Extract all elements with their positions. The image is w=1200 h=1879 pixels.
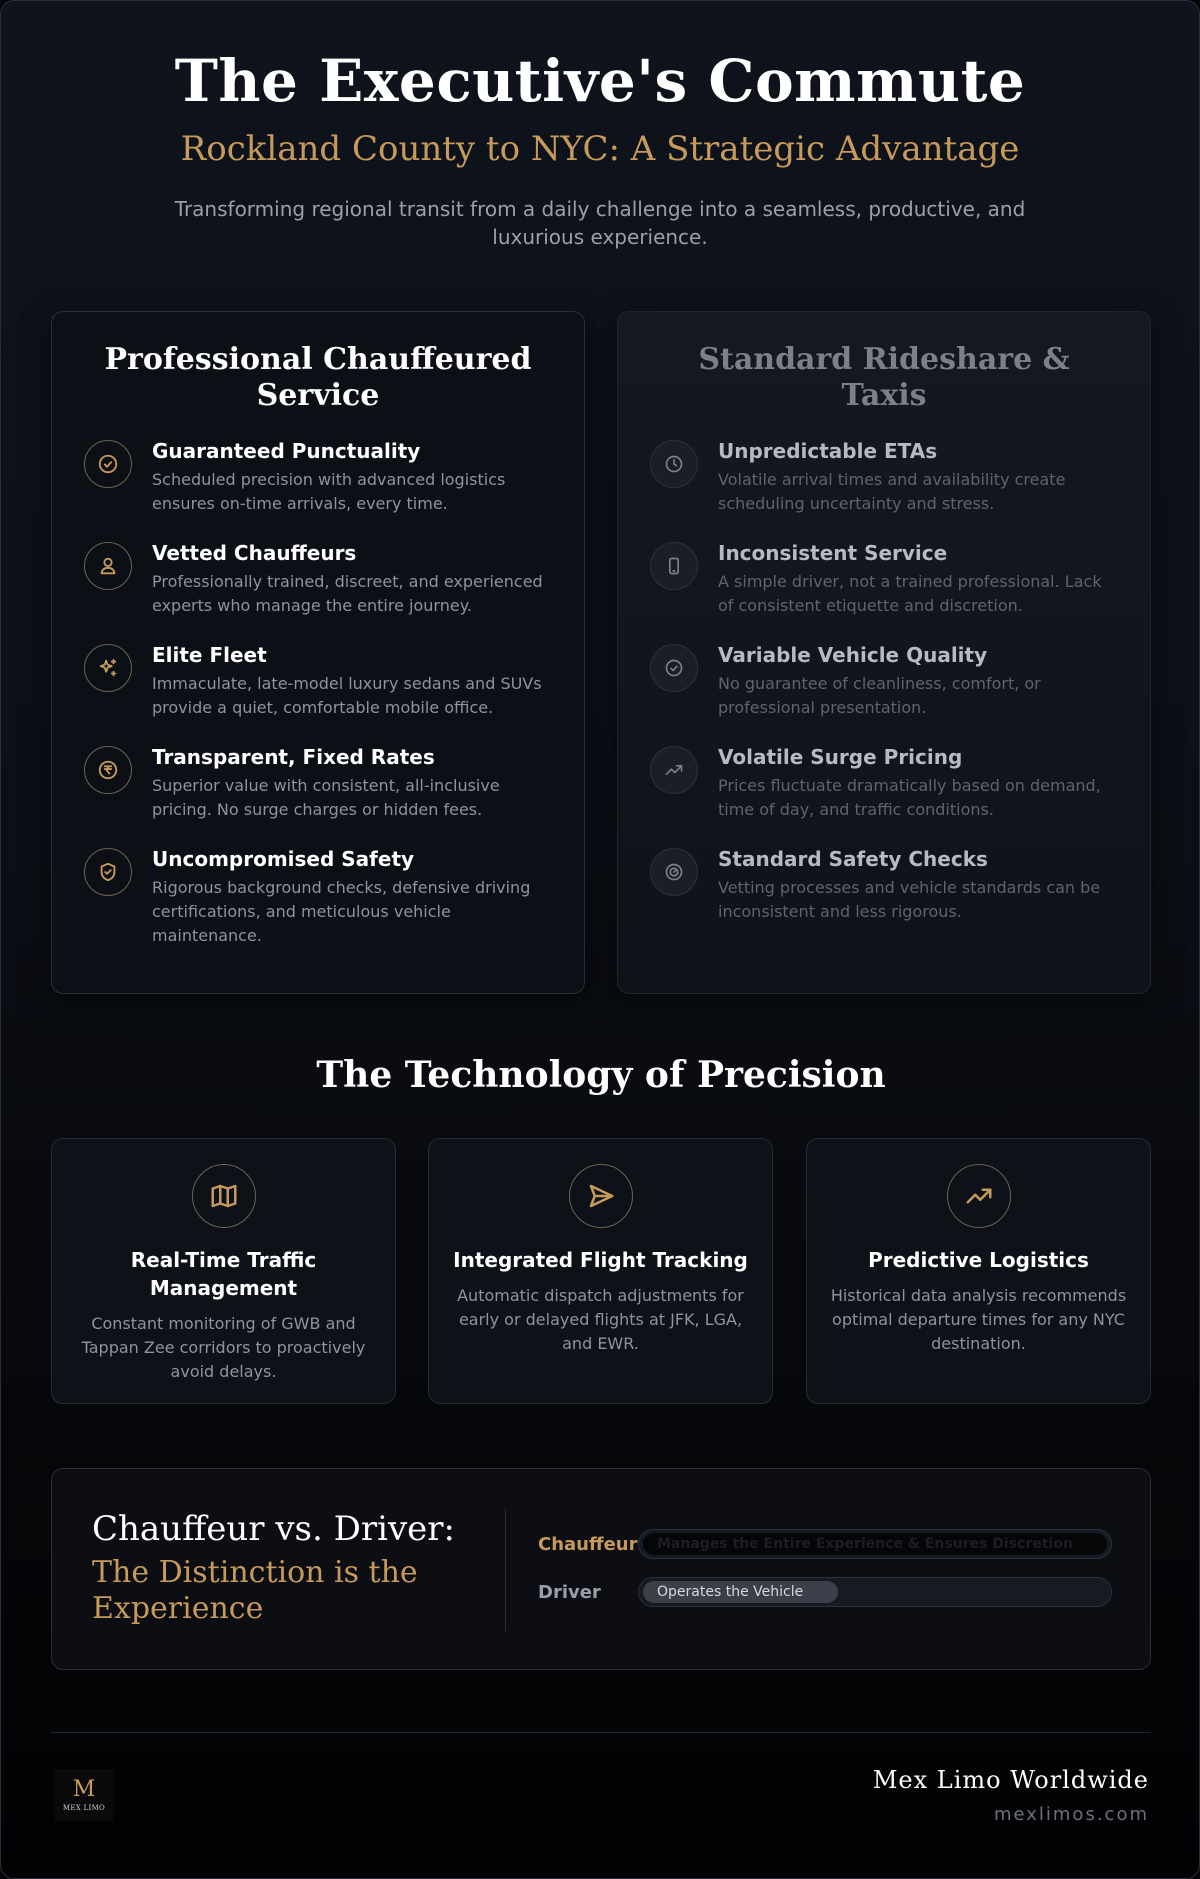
list-item [84, 642, 584, 720]
shield-check-icon [84, 848, 132, 896]
rideshare-card [617, 311, 1151, 994]
tech-card-flight [428, 1138, 773, 1404]
item-description: Volatile arrival times and availability create scheduling uncertainty and stress. [718, 470, 1066, 513]
item-description: Rigorous background checks, defensive driving certifications, and meticulous vehicle maintenance. [152, 878, 531, 945]
target-icon [650, 848, 698, 896]
distinction-subtitle: The Distinction is the Experience [92, 1555, 418, 1626]
item-title: Vetted Chauffeurs [152, 541, 357, 565]
user-icon [84, 542, 132, 590]
footer-divider [51, 1732, 1151, 1733]
logo-text: MEX LIMO [62, 1803, 106, 1812]
distinction-section [51, 1468, 1151, 1670]
chauffeur-bar-row [538, 1529, 1112, 1559]
list-item [650, 642, 1150, 720]
tech-card-logistics [806, 1138, 1151, 1404]
list-item [84, 540, 584, 618]
technology-section-title: The Technology of Precision [316, 1054, 886, 1096]
brand-url[interactable]: mexlimos.com [993, 1804, 1149, 1825]
item-title: Guaranteed Punctuality [152, 439, 421, 463]
tech-card-description: Historical data analysis recommends optimal departure times for any NYC destination. [830, 1286, 1127, 1353]
item-description: Scheduled precision with advanced logistics ensures on-time arrivals, every time. [152, 470, 506, 513]
hero-header [1, 1, 1199, 251]
item-description: Vetting processes and vehicle standards can be inconsistent and less rigorous. [718, 878, 1101, 921]
item-title: Transparent, Fixed Rates [152, 745, 435, 769]
map-icon [192, 1164, 256, 1228]
bar-fill [643, 1581, 838, 1603]
chauffeured-card-title: Professional Chauffeured Service [104, 342, 532, 413]
list-item [650, 438, 1150, 516]
technology-section [51, 1138, 1151, 1404]
item-title: Variable Vehicle Quality [718, 643, 988, 667]
page-title: The Executive's Commute [174, 47, 1026, 115]
list-item [84, 438, 584, 516]
driver-bar-row [538, 1577, 1112, 1607]
comparison-section [51, 311, 1151, 994]
footer-brand [873, 1764, 1149, 1828]
tech-card-traffic [51, 1138, 396, 1404]
smartphone-icon [650, 542, 698, 590]
item-description: Prices fluctuate dramatically based on demand, time of day, and traffic conditions. [718, 776, 1101, 819]
tech-card-title: Real-Time Traffic Management [130, 1248, 317, 1300]
divider [505, 1509, 506, 1631]
list-item [650, 846, 1150, 924]
item-title: Volatile Surge Pricing [718, 745, 963, 769]
distinction-title: Chauffeur vs. Driver: [92, 1509, 456, 1549]
list-item [650, 540, 1150, 618]
bar-label: Driver [538, 1581, 601, 1603]
bar-track [638, 1529, 1112, 1559]
item-description: Professionally trained, discreet, and experienced experts who manage the entire journey. [152, 572, 543, 615]
check-circle-icon [650, 644, 698, 692]
logo-monogram: M [72, 1776, 96, 1802]
bar-label: Chauffeur [538, 1533, 638, 1555]
item-title: Standard Safety Checks [718, 847, 988, 871]
intro-text: Transforming regional transit from a daily challenge into a seamless, productive, and luxurious experience. [174, 197, 1026, 249]
clock-icon [650, 440, 698, 488]
item-description: No guarantee of cleanliness, comfort, or professional presentation. [718, 674, 1041, 717]
item-description: Immaculate, late-model luxury sedans and SUVs provide a quiet, comfortable mobile office. [152, 674, 542, 717]
mex-limo-logo [55, 1769, 113, 1821]
bar-text: Manages the Entire Experience & Ensures Discretion [657, 1536, 1073, 1552]
item-title: Inconsistent Service [718, 541, 948, 565]
item-description: A simple driver, not a trained professional. Lack of consistent etiquette and discretion. [718, 572, 1102, 615]
sparkles-icon [84, 644, 132, 692]
tech-card-title: Predictive Logistics [868, 1248, 1089, 1272]
item-title: Unpredictable ETAs [718, 439, 938, 463]
bar-track [638, 1577, 1112, 1607]
trending-up-icon [650, 746, 698, 794]
chauffeured-service-card [51, 311, 585, 994]
tech-card-description: Automatic dispatch adjustments for early or delayed flights at JFK, LGA, and EWR. [457, 1286, 744, 1353]
brand-name: Mex Limo Worldwide [872, 1766, 1149, 1794]
page-subtitle: Rockland County to NYC: A Strategic Advantage [180, 129, 1020, 169]
bar-text: Operates the Vehicle [657, 1584, 804, 1600]
list-item [84, 744, 584, 822]
item-description: Superior value with consistent, all-inclusive pricing. No surge charges or hidden fees. [152, 776, 500, 819]
send-icon [569, 1164, 633, 1228]
list-item [84, 846, 584, 948]
trending-up-icon [947, 1164, 1011, 1228]
tech-card-title: Integrated Flight Tracking [453, 1248, 748, 1272]
rideshare-card-title: Standard Rideshare & Taxis [698, 342, 1070, 413]
tech-card-description: Constant monitoring of GWB and Tappan Zee corridors to proactively avoid delays. [81, 1314, 366, 1381]
bar-fill [643, 1533, 1107, 1555]
item-title: Uncompromised Safety [152, 847, 415, 871]
item-title: Elite Fleet [152, 643, 267, 667]
rupee-coin-icon [84, 746, 132, 794]
check-circle-icon [84, 440, 132, 488]
list-item [650, 744, 1150, 822]
